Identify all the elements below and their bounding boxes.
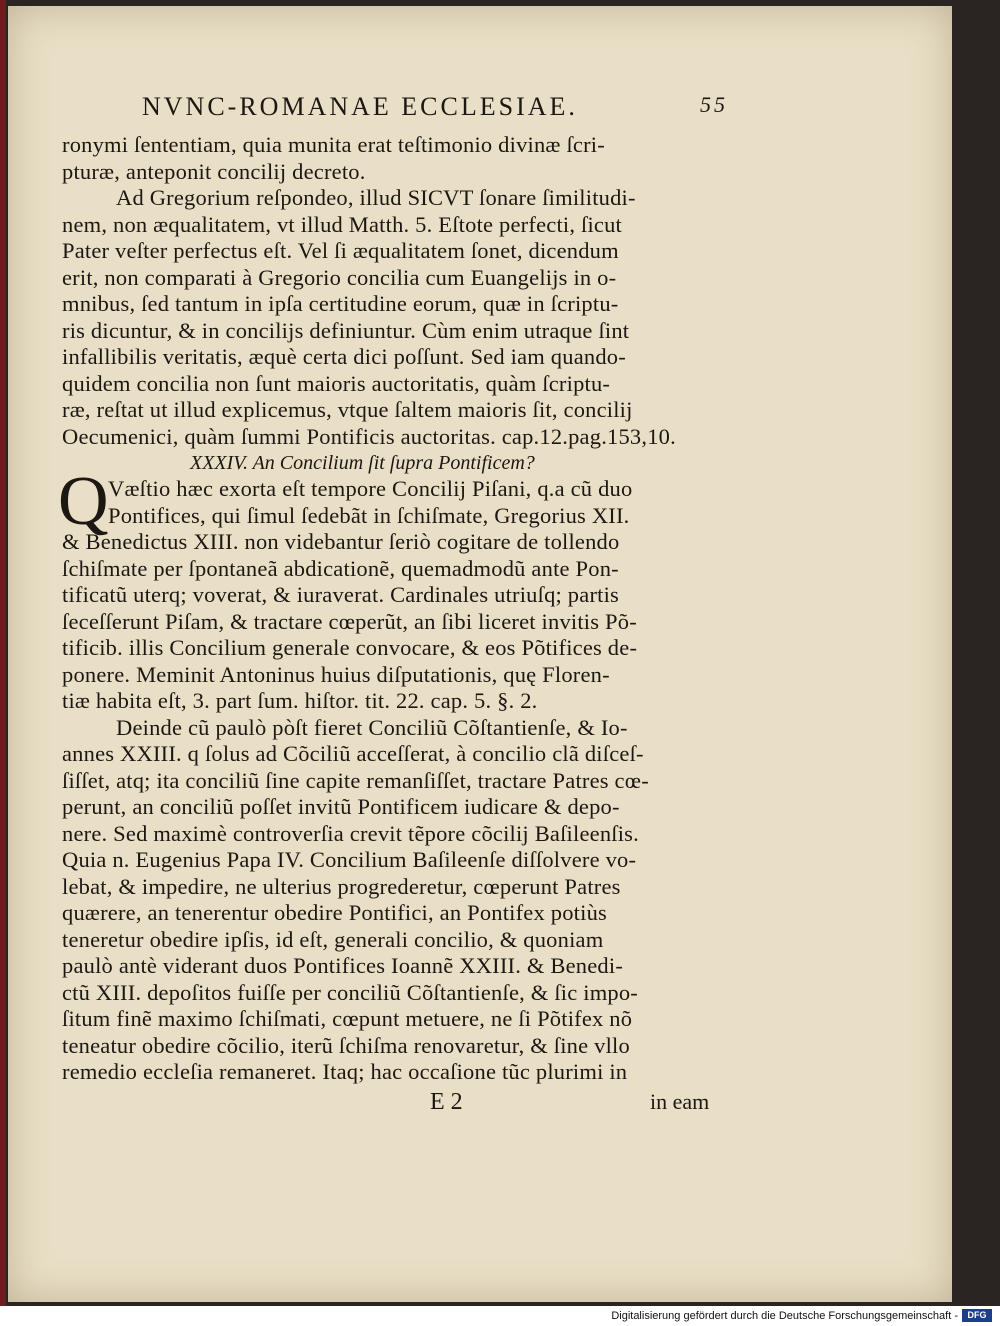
text-line: Oecumenici, quàm ſummi Pontificis auctoritas. cap.12.pag.153,10.	[62, 423, 676, 449]
text-line: ſitum finẽ maximo ſchiſmati, cœpunt metuere, ne ſi Põtifex nõ	[62, 1006, 633, 1031]
binding-edge	[0, 0, 6, 1306]
text-line: erit, non comparati à Gregorio concilia cum Euangelijs in o-	[62, 264, 617, 290]
signature-mark: E 2	[430, 1088, 463, 1115]
paragraph-2	[62, 715, 732, 1086]
text-line: Quia n. Eugenius Papa IV. Concilium Baſileenſe diſſolvere vo-	[62, 847, 637, 872]
drop-cap: Q	[58, 463, 109, 540]
text-line: ſchiſmate per ſpontaneã abdicationẽ, quemadmodũ ante Pon-	[62, 555, 619, 581]
text-line: ronymi ſententiam, quia munita erat teſtimonio divinæ ſcri-	[62, 132, 605, 157]
text-line: pturæ, anteponit concilij decreto.	[62, 158, 366, 184]
text-line: Ad Gregorium reſpondeo, illud SICVT ſonare ſimilitudi-	[116, 185, 636, 210]
text-line: annes XXIII. q ſolus ad Cõciliũ acceſſerat, à concilio clã diſceſ-	[62, 741, 644, 766]
question-heading: XXXIV. An Concilium ſit ſupra Pontificem?	[190, 452, 535, 474]
text-line: ſeceſſerunt Piſam, & tractare cœperũt, an ſibi liceret invitis Põ-	[62, 608, 637, 634]
text-line: Deinde cũ paulò pòſt fieret Conciliũ Cõſtantienſe, & Io-	[116, 714, 628, 740]
text-line: perunt, an conciliũ poſſet invitũ Pontificem iudicare & depo-	[62, 794, 620, 819]
funding-credit: Digitalisierung gefördert durch die Deutsche Forschungsgemeinschaft -	[611, 1310, 958, 1322]
text-line: tiæ habita eſt, 3. part ſum. hiſtor. tit. 22. cap. 5. §. 2.	[62, 688, 538, 713]
text-line: tificib. illis Concilium generale convocare, & eos Põtifices de-	[62, 635, 638, 660]
text-block	[58, 92, 732, 1116]
text-line: remedio eccleſia remaneret. Itaq; hac occaſione tũc plurimi in	[62, 1059, 628, 1084]
running-head	[62, 92, 732, 132]
page-footer-line	[62, 1088, 732, 1116]
text-line: Pater veſter perfectus eſt. Vel ſi æqualitatem ſonet, dicendum	[62, 238, 619, 263]
text-line: quærere, an tenerentur obedire Pontifici, an Pontifex potiùs	[62, 900, 607, 925]
text-line: ſiſſet, atq; ita conciliũ ſine capite remanſiſſet, tractare Patres cœ-	[62, 767, 649, 793]
text-line: nere. Sed maximè controverſia crevit tẽpore cõcilij Baſileenſis.	[62, 820, 639, 846]
paragraph-1	[62, 132, 732, 450]
text-line: mnibus, ſed tantum in ipſa certitudine eorum, quæ in ſcriptu-	[62, 291, 619, 316]
digitization-footer	[0, 1306, 1000, 1326]
text-line: Pontifices, qui ſimul ſedebãt in ſchiſmate, Gregorius XII.	[108, 502, 630, 528]
text-line: lebat, & impedire, ne ulterius progrederetur, cœperunt Patres	[62, 873, 621, 899]
text-line: nem, non æqualitatem, vt illud Matth. 5. Eſtote perfecti, ſicut	[62, 211, 622, 237]
dfg-logo: DFG	[962, 1309, 992, 1322]
catchword: in eam	[650, 1088, 710, 1114]
text-line: quidem concilia non ſunt maioris auctoritatis, quàm ſcriptu-	[62, 370, 611, 396]
page-number: 55	[700, 92, 728, 117]
text-line: ponere. Meminit Antoninus huius diſputationis, quę Floren-	[62, 661, 610, 687]
text-line: teneatur obedire cõcilio, iterũ ſchiſma renovaretur, & ſine vllo	[62, 1032, 630, 1058]
text-line: ræ, reſtat ut illud explicemus, vtque ſaltem maioris ſit, concilij	[62, 397, 633, 422]
text-line: & Benedictus XIII. non videbantur ſeriò cogitare de tollendo	[62, 529, 620, 554]
text-line: Væſtio hæc exorta eſt tempore Concilij Piſani, q.a cũ duo	[108, 476, 633, 501]
text-line: paulò antè viderant duos Pontifices Ioannẽ XXIII. & Benedi-	[62, 953, 624, 978]
running-head-title: NVNC-ROMANAE ECCLESIAE.	[142, 92, 578, 121]
text-line: ctũ XIII. depoſitos fuiſſe per conciliũ Cõſtantienſe, & ſic impo-	[62, 979, 638, 1005]
text-line: ris dicuntur, & in concilijs definiuntur. Cùm enim utraque ſint	[62, 317, 630, 343]
text-line: teneretur obedire ipſis, id eſt, generali concilio, & quoniam	[62, 926, 604, 952]
text-line: tificatũ uterq; voverat, & iuraverat. Cardinales utriuſq; partis	[62, 582, 619, 607]
text-line: infallibilis veritatis, æquè certa dici poſſunt. Sed iam quando-	[62, 344, 626, 369]
